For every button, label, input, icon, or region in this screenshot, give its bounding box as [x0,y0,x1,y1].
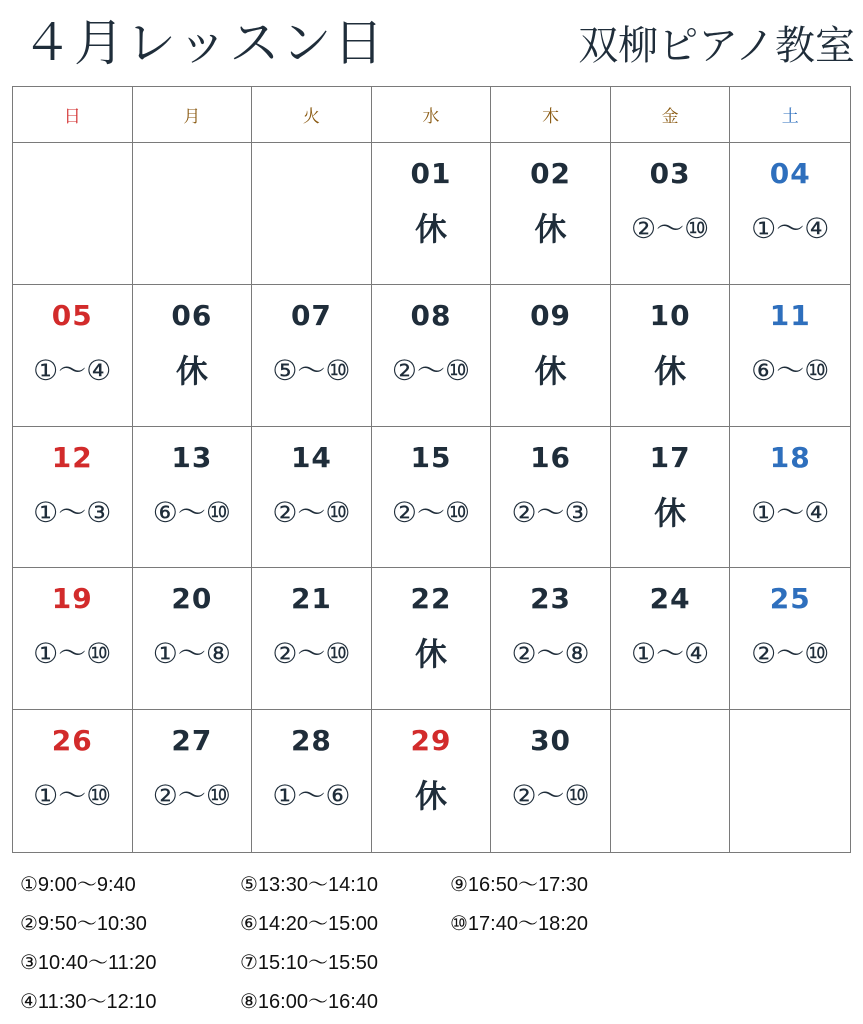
lesson-slots: ①～⑥ [272,779,351,813]
lesson-slots: ①～③ [33,495,112,529]
lesson-slots: ②～⑩ [152,779,231,813]
empty-day-cell [730,710,850,852]
empty-day-cell [13,143,133,285]
day-number: 20 [171,582,213,616]
lesson-slots: ①～④ [33,353,112,387]
day-cell [372,427,492,569]
page-title: ４月レッスン日 [22,14,386,72]
lesson-slots: ⑤～⑩ [272,353,351,387]
day-number: 07 [290,298,332,332]
lesson-slots: ①～④ [751,495,830,529]
day-cell [372,568,492,710]
day-number: 28 [290,724,332,758]
lesson-slots: ②～⑩ [751,637,830,671]
day-number: 30 [530,724,572,758]
school-name: 双柳ピアノ教室 [578,23,855,69]
empty-day-cell [252,143,372,285]
day-cell [730,427,850,569]
lesson-slots: ①～⑧ [152,637,231,671]
weekday-header: 木 [491,87,611,143]
day-number: 15 [410,440,452,474]
lesson-slots: ②～⑩ [511,779,590,813]
day-cell [252,568,372,710]
time-slot-item: ⑧16:00～16:40 [240,991,379,1013]
day-cell [252,285,372,427]
day-cell [611,568,731,710]
day-number: 22 [410,582,452,616]
legend-column [450,866,588,944]
weekday-header: 土 [730,87,850,143]
day-number: 21 [290,582,332,616]
time-slot-item: ⑤13:30～14:10 [240,874,379,896]
lesson-slots: ①～⑩ [33,637,112,671]
weekday-header: 火 [252,87,372,143]
weekday-header: 日 [13,87,133,143]
lesson-slots: ②～③ [511,495,590,529]
lesson-slots: ⑥～⑩ [751,353,830,387]
day-number: 23 [530,582,572,616]
lesson-slots: ②～⑩ [391,495,471,529]
time-slot-item: ⑥14:20～15:00 [240,913,379,935]
day-cell [491,710,611,852]
lesson-slots: ⑥～⑩ [152,495,231,529]
lesson-slots: ②～⑩ [391,353,471,387]
day-cell [491,427,611,569]
legend-column [240,866,378,1022]
day-cell [730,143,850,285]
closed-label: 休 [414,210,447,248]
day-number: 16 [530,440,572,474]
closed-label: 休 [654,351,687,390]
time-slot-item: ①9:00～9:40 [20,874,136,896]
lesson-slots: ②～⑧ [511,637,590,671]
day-cell [133,710,253,852]
time-slot-item: ⑩17:40～18:20 [450,913,589,935]
day-cell [133,285,253,427]
calendar-grid [12,86,851,853]
day-number: 12 [51,440,93,474]
day-number: 02 [530,157,572,190]
day-cell [730,568,850,710]
day-number: 01 [410,157,452,190]
closed-label: 休 [175,351,208,390]
day-number: 13 [171,440,213,474]
weekday-header: 金 [611,87,731,143]
day-number: 04 [769,157,811,190]
day-cell [491,143,611,285]
day-cell [13,568,133,710]
day-cell [372,285,492,427]
empty-day-cell [611,710,731,852]
day-cell [133,427,253,569]
day-cell [611,143,731,285]
day-number: 10 [649,298,691,332]
day-cell [13,710,133,852]
day-cell [13,427,133,569]
time-slot-item: ②9:50～10:30 [20,913,147,935]
day-number: 24 [649,582,691,616]
lesson-slots: ②～⑩ [272,637,351,671]
day-number: 11 [769,298,811,332]
weekday-header: 月 [133,87,253,143]
day-number: 17 [649,440,691,474]
day-cell [252,427,372,569]
day-number: 05 [51,298,93,332]
lesson-slots: ②～⑩ [272,495,351,529]
day-number: 19 [51,582,93,616]
closed-label: 休 [414,777,447,816]
legend-column [20,866,157,1022]
empty-day-cell [133,143,253,285]
closed-label: 休 [414,635,447,674]
day-cell [252,710,372,852]
closed-label: 休 [534,351,567,390]
day-number: 14 [290,440,332,474]
closed-label: 休 [534,210,567,248]
day-number: 03 [649,157,691,190]
day-cell [372,143,492,285]
day-number: 25 [769,582,811,616]
closed-label: 休 [654,493,687,532]
time-slot-item: ⑦15:10～15:50 [240,952,379,974]
day-cell [372,710,492,852]
day-cell [730,285,850,427]
day-number: 29 [410,724,452,758]
day-cell [491,568,611,710]
lesson-slots: ②～⑩ [631,212,710,245]
day-cell [133,568,253,710]
day-number: 27 [171,724,213,758]
lesson-slots: ①～⑩ [33,779,112,813]
time-slot-item: ③10:40～11:20 [20,952,157,974]
day-number: 26 [51,724,93,758]
day-cell [611,285,731,427]
day-cell [13,285,133,427]
day-number: 08 [410,298,452,332]
day-number: 06 [171,298,213,332]
day-number: 09 [530,298,572,332]
day-number: 18 [769,440,811,474]
day-cell [491,285,611,427]
day-cell [611,427,731,569]
time-slot-item: ⑨16:50～17:30 [450,874,589,896]
weekday-header: 水 [372,87,492,143]
lesson-slots: ①～④ [751,212,830,245]
lesson-slots: ①～④ [631,637,710,671]
time-slot-item: ④11:30～12:10 [20,991,157,1013]
